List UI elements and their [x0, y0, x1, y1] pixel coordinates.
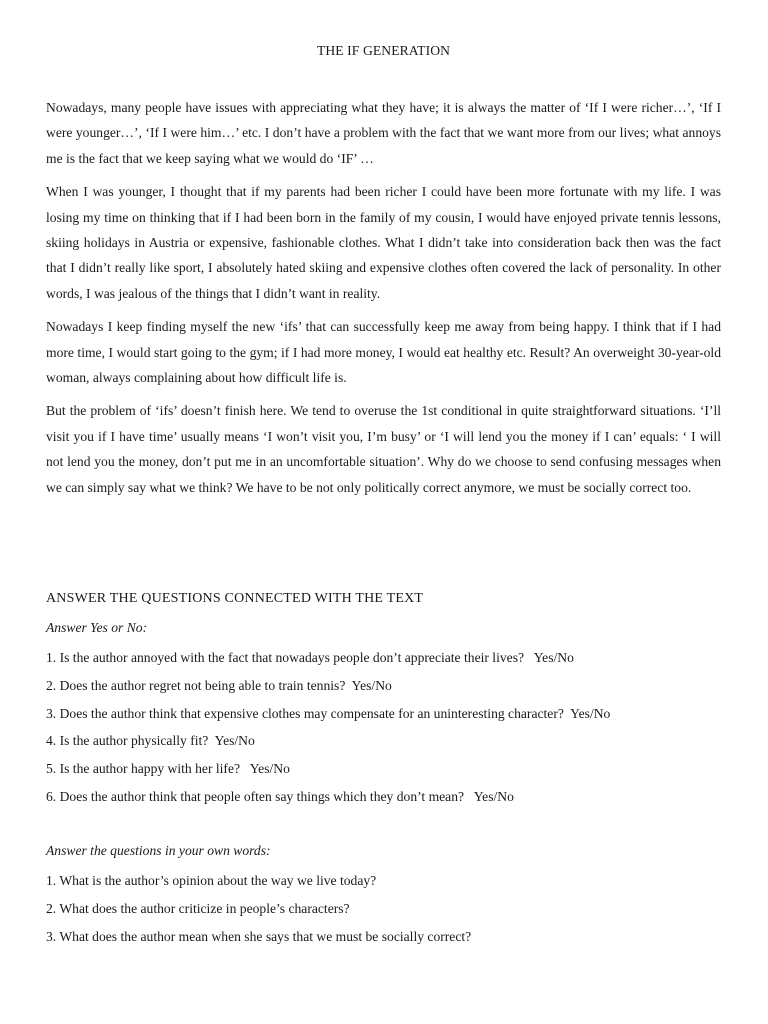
yes-no-question: 6. Does the author think that people often say things which they don’t mean? Yes/No: [46, 788, 514, 804]
questions-heading: ANSWER THE QUESTIONS CONNECTED WITH THE TEXT: [46, 591, 424, 606]
own-words-question: 2. What does the author criticize in people’s characters?: [46, 900, 350, 916]
paragraph-2: When I was younger, I thought that if my parents had been richer I could have been more fortunate with my life. I was losing my time on thinking that if I had been born in the family of my cousin, I would have enjoyed private tennis lessons, skiing holidays in Austria or expensive, fashionable clothes. What I didn’t take into consideration back then was the fact that I didn’t really like sport, I absolutely hated skiing and expensive clothes often covered the lack of personality. In other words, I was jealous of the things that I didn’t want in reality.: [46, 184, 721, 301]
document-title: THE IF GENERATION: [316, 43, 451, 58]
own-words-question: 3. What does the author mean when she says that we must be socially correct?: [46, 928, 472, 944]
own-words-question: 1. What is the author’s opinion about the way we live today?: [46, 873, 377, 888]
article-body: [46, 95, 721, 508]
yes-no-instruction: Answer Yes or No:: [46, 620, 148, 635]
paragraph-4: But the problem of ‘ifs’ doesn’t finish here. We tend to overuse the 1st conditional in quite straightforward situations. ‘I’ll visit you if I have time’ usually means ‘I won’t visit you, I’m busy’ or ‘I will lend you the money if I can’ equals: ‘ I will not lend you the money, don’t put me in an uncomfortable situation’. Why do we choose to send confusing messages when we can simply say what we think? We have to be not only politically correct anymore, we must be socially correct too.: [46, 403, 721, 495]
paragraph-1: Nowadays, many people have issues with appreciating what they have; it is always the matter of ‘If I were richer…’, ‘If I were younger…’, ‘If I were him…’ etc. I don’t have a problem with the fact that we want more from our lives; what annoys me is the fact that we keep saying what we would do ‘IF’ …: [46, 100, 721, 166]
yes-no-question: 3. Does the author think that expensive clothes may compensate for an uninteresting character? Yes/No: [46, 705, 611, 721]
yes-no-question: 5. Is the author happy with her life? Yes/No: [46, 761, 290, 777]
yes-no-question: 4. Is the author physically fit? Yes/No: [46, 733, 255, 749]
paragraph-3: Nowadays I keep finding myself the new ‘ifs’ that can successfully keep me away from being happy. I think that if I had more time, I would start going to the gym; if I had more money, I would eat healthy etc. Result? An overweight 30-year-old woman, always complaining about how difficult life is.: [46, 319, 721, 386]
yes-no-question: 2. Does the author regret not being able to train tennis? Yes/No: [46, 677, 392, 693]
own-words-question-list: [46, 869, 471, 952]
yes-no-question: 1. Is the author annoyed with the fact that nowadays people don’t appreciate their lives? Yes/No: [46, 650, 574, 665]
yes-no-question-list: [46, 646, 610, 813]
own-words-instruction: Answer the questions in your own words:: [46, 843, 271, 858]
